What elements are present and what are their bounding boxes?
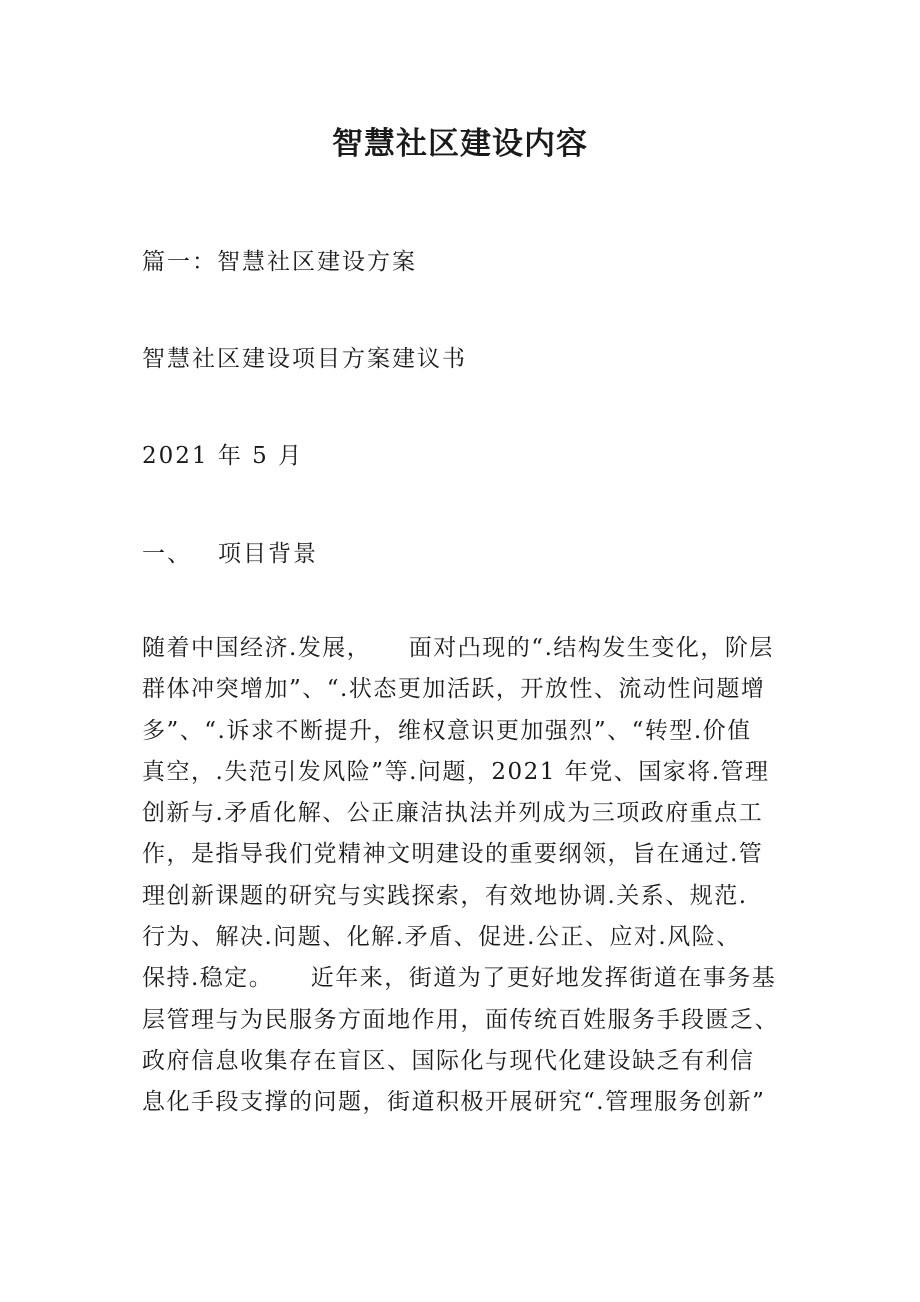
section-title: 项目背景 <box>218 541 318 567</box>
body-line: 真空，.失范引发风险”等.问题，2021 年党、国家将.管理 <box>142 758 770 785</box>
body-line: 保持.稳定。 近年来，街道为了更好地发挥街道在事务基 <box>142 965 777 992</box>
body-line: 随着中国经济.发展， 面对凸现的“.结构发生变化，阶层 <box>142 635 774 661</box>
section-heading <box>142 535 318 568</box>
chapter-heading: 篇一：智慧社区建设方案 <box>142 249 417 275</box>
document-subtitle: 智慧社区建设项目方案建议书 <box>142 346 467 372</box>
body-line: 理创新课题的研究与实践探索，有效地协调.关系、规范. <box>142 882 748 909</box>
document-title: 智慧社区建设内容 <box>332 126 588 162</box>
body-line: 政府信息收集存在盲区、国际化与现代化建设缺乏有利信 <box>142 1047 755 1074</box>
document-date: 2021 年 5 月 <box>142 443 304 469</box>
section-number: 一、 <box>142 541 192 567</box>
body-paragraph <box>142 628 787 1124</box>
body-line: 息化手段支撑的问题，街道积极开展研究“.管理服务创新” <box>142 1089 766 1116</box>
body-line: 行为、解决.问题、化解.矛盾、促进.公正、应对.风险、 <box>142 924 741 951</box>
body-line: 创新与.矛盾化解、公正廉洁执法并列成为三项政府重点工 <box>142 800 764 827</box>
body-line: 群体冲突增加”、“.状态更加活跃，开放性、流动性问题增 <box>142 676 766 703</box>
body-line: 层管理与为民服务方面地作用，面传统百姓服务手段匮乏、 <box>142 1006 779 1033</box>
body-line: 作，是指导我们党精神文明建设的重要纲领，旨在通过.管 <box>142 841 764 868</box>
body-line: 多”、“.诉求不断提升，维权意识更加强烈”、“转型.价值 <box>142 717 752 744</box>
